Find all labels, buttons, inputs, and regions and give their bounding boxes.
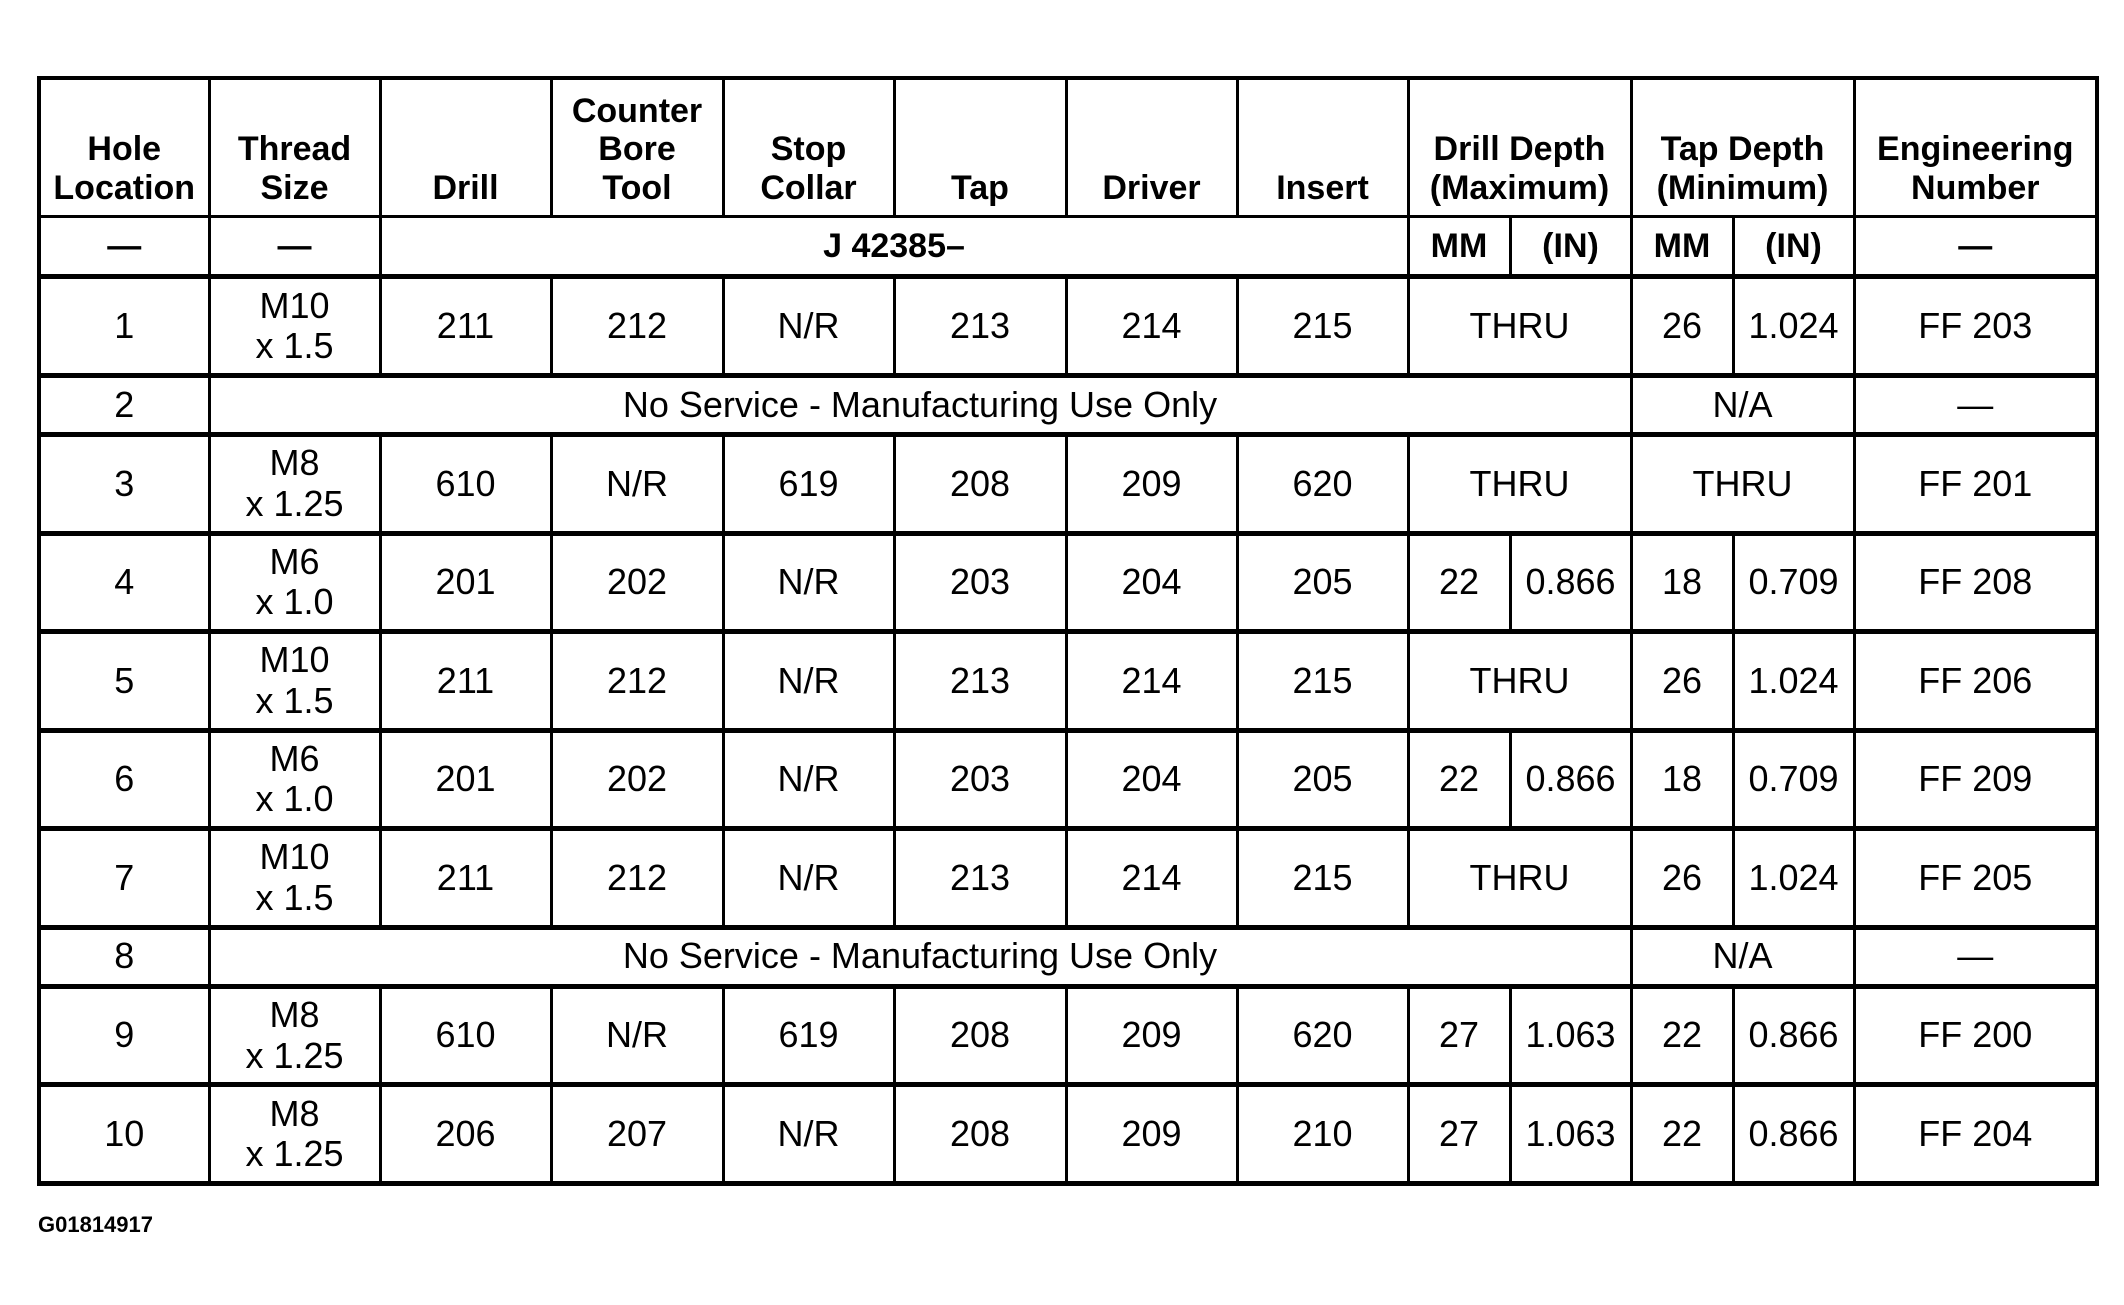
cell-tap-depth-mm: 22 (1631, 1085, 1733, 1184)
cell-drill-depth: THRU (1408, 435, 1631, 533)
cell-driver: 209 (1066, 986, 1237, 1084)
cell-drill: 211 (380, 632, 551, 730)
cell-drill-depth-in: 1.063 (1510, 1085, 1631, 1184)
cell-engineering-number: FF 204 (1854, 1085, 2097, 1184)
cell-engineering-number: FF 205 (1854, 829, 2097, 927)
cell-tap-depth-in: 1.024 (1733, 632, 1854, 730)
cell-stop-collar: 619 (723, 986, 894, 1084)
cell-hole-location: 10 (39, 1085, 209, 1184)
cell-insert: 215 (1237, 829, 1408, 927)
subheader-tool-prefix: J 42385– (380, 217, 1408, 277)
cell-tap-depth-mm: 18 (1631, 533, 1733, 631)
header-hole-location: Hole Location (39, 78, 209, 217)
subheader-tap-in: (IN) (1733, 217, 1854, 277)
cell-tap-depth: THRU (1631, 435, 1854, 533)
header-insert: Insert (1237, 78, 1408, 217)
subheader-row (39, 217, 2097, 277)
cell-tap-depth-mm: 26 (1631, 277, 1733, 375)
cell-engineering-number: FF 200 (1854, 986, 2097, 1084)
cell-stop-collar: N/R (723, 533, 894, 631)
cell-thread-size: M6 x 1.0 (209, 730, 380, 828)
cell-counter-bore-tool: 212 (551, 632, 723, 730)
subheader-tap-mm: MM (1631, 217, 1733, 277)
cell-tap-depth-in: 1.024 (1733, 277, 1854, 375)
subheader-drill-in: (IN) (1510, 217, 1631, 277)
cell-driver: 204 (1066, 730, 1237, 828)
cell-hole-location: 7 (39, 829, 209, 927)
cell-tap-depth-in: 0.709 (1733, 730, 1854, 828)
cell-tap: 213 (894, 277, 1066, 375)
cell-engineering-number: — (1854, 375, 2097, 434)
cell-driver: 214 (1066, 632, 1237, 730)
header-counter-bore-tool: Counter Bore Tool (551, 78, 723, 217)
cell-counter-bore-tool: N/R (551, 986, 723, 1084)
header-tap: Tap (894, 78, 1066, 217)
cell-engineering-number: FF 209 (1854, 730, 2097, 828)
subheader-drill-mm: MM (1408, 217, 1510, 277)
header-drill: Drill (380, 78, 551, 217)
cell-drill-depth-mm: 22 (1408, 533, 1510, 631)
header-driver: Driver (1066, 78, 1237, 217)
cell-drill-depth-mm: 27 (1408, 1085, 1510, 1184)
cell-service-note: No Service - Manufacturing Use Only (209, 927, 1631, 986)
cell-tap: 203 (894, 730, 1066, 828)
header-drill-depth: Drill Depth (Maximum) (1408, 78, 1631, 217)
cell-engineering-number: FF 208 (1854, 533, 2097, 631)
cell-tap: 213 (894, 632, 1066, 730)
cell-driver: 204 (1066, 533, 1237, 631)
cell-counter-bore-tool: 202 (551, 730, 723, 828)
cell-drill-depth-in: 1.063 (1510, 986, 1631, 1084)
cell-counter-bore-tool: 212 (551, 277, 723, 375)
cell-tap-depth-mm: 26 (1631, 632, 1733, 730)
cell-insert: 620 (1237, 435, 1408, 533)
cell-tap: 208 (894, 435, 1066, 533)
cell-tap-depth-mm: 22 (1631, 986, 1733, 1084)
cell-stop-collar: N/R (723, 730, 894, 828)
table-body (39, 78, 2097, 1184)
cell-tap-depth-mm: 18 (1631, 730, 1733, 828)
cell-stop-collar: 619 (723, 435, 894, 533)
cell-service-note: No Service - Manufacturing Use Only (209, 375, 1631, 434)
table-row (39, 375, 2097, 434)
cell-hole-location: 4 (39, 533, 209, 631)
cell-drill: 211 (380, 277, 551, 375)
cell-insert: 210 (1237, 1085, 1408, 1184)
table-row (39, 533, 2097, 631)
cell-stop-collar: N/R (723, 1085, 894, 1184)
thread-repair-spec-table (37, 76, 2099, 1186)
cell-tap-depth: N/A (1631, 375, 1854, 434)
cell-stop-collar: N/R (723, 829, 894, 927)
cell-tap-depth-in: 1.024 (1733, 829, 1854, 927)
header-row (39, 78, 2097, 217)
cell-tap: 213 (894, 829, 1066, 927)
cell-counter-bore-tool: N/R (551, 435, 723, 533)
table-row (39, 927, 2097, 986)
cell-tap-depth-in: 0.866 (1733, 1085, 1854, 1184)
cell-tap-depth: N/A (1631, 927, 1854, 986)
cell-insert: 205 (1237, 533, 1408, 631)
cell-stop-collar: N/R (723, 632, 894, 730)
cell-drill-depth-in: 0.866 (1510, 730, 1631, 828)
cell-engineering-number: — (1854, 927, 2097, 986)
cell-hole-location: 8 (39, 927, 209, 986)
cell-thread-size: M8 x 1.25 (209, 435, 380, 533)
table-row (39, 632, 2097, 730)
table-row (39, 435, 2097, 533)
cell-engineering-number: FF 203 (1854, 277, 2097, 375)
cell-driver: 209 (1066, 1085, 1237, 1184)
cell-thread-size: M6 x 1.0 (209, 533, 380, 631)
cell-counter-bore-tool: 202 (551, 533, 723, 631)
cell-tap-depth-mm: 26 (1631, 829, 1733, 927)
cell-engineering-number: FF 206 (1854, 632, 2097, 730)
cell-drill: 206 (380, 1085, 551, 1184)
table-row (39, 986, 2097, 1084)
header-stop-collar: Stop Collar (723, 78, 894, 217)
cell-tap: 208 (894, 986, 1066, 1084)
cell-hole-location: 5 (39, 632, 209, 730)
cell-hole-location: 2 (39, 375, 209, 434)
cell-hole-location: 9 (39, 986, 209, 1084)
cell-hole-location: 6 (39, 730, 209, 828)
subheader-hole-dash: — (39, 217, 209, 277)
cell-drill: 211 (380, 829, 551, 927)
cell-insert: 620 (1237, 986, 1408, 1084)
cell-thread-size: M10 x 1.5 (209, 277, 380, 375)
header-thread-size: Thread Size (209, 78, 380, 217)
cell-driver: 209 (1066, 435, 1237, 533)
cell-thread-size: M8 x 1.25 (209, 1085, 380, 1184)
cell-driver: 214 (1066, 829, 1237, 927)
cell-drill-depth-in: 0.866 (1510, 533, 1631, 631)
cell-insert: 215 (1237, 277, 1408, 375)
cell-hole-location: 1 (39, 277, 209, 375)
table-row (39, 1085, 2097, 1184)
subheader-thread-dash: — (209, 217, 380, 277)
cell-drill-depth: THRU (1408, 829, 1631, 927)
cell-counter-bore-tool: 207 (551, 1085, 723, 1184)
cell-counter-bore-tool: 212 (551, 829, 723, 927)
cell-drill: 610 (380, 986, 551, 1084)
table-row (39, 277, 2097, 375)
figure-code: G01814917 (38, 1212, 153, 1237)
cell-drill: 610 (380, 435, 551, 533)
table-row (39, 829, 2097, 927)
cell-insert: 215 (1237, 632, 1408, 730)
cell-drill: 201 (380, 730, 551, 828)
cell-drill-depth: THRU (1408, 277, 1631, 375)
cell-drill: 201 (380, 533, 551, 631)
cell-tap: 208 (894, 1085, 1066, 1184)
cell-tap: 203 (894, 533, 1066, 631)
cell-thread-size: M10 x 1.5 (209, 829, 380, 927)
cell-tap-depth-in: 0.866 (1733, 986, 1854, 1084)
header-tap-depth: Tap Depth (Minimum) (1631, 78, 1854, 217)
cell-drill-depth-mm: 27 (1408, 986, 1510, 1084)
header-engineering-number: Engineering Number (1854, 78, 2097, 217)
cell-engineering-number: FF 201 (1854, 435, 2097, 533)
cell-hole-location: 3 (39, 435, 209, 533)
subheader-eng-dash: — (1854, 217, 2097, 277)
cell-insert: 205 (1237, 730, 1408, 828)
table-row (39, 730, 2097, 828)
cell-thread-size: M10 x 1.5 (209, 632, 380, 730)
cell-tap-depth-in: 0.709 (1733, 533, 1854, 631)
cell-drill-depth-mm: 22 (1408, 730, 1510, 828)
cell-thread-size: M8 x 1.25 (209, 986, 380, 1084)
cell-stop-collar: N/R (723, 277, 894, 375)
cell-drill-depth: THRU (1408, 632, 1631, 730)
cell-driver: 214 (1066, 277, 1237, 375)
